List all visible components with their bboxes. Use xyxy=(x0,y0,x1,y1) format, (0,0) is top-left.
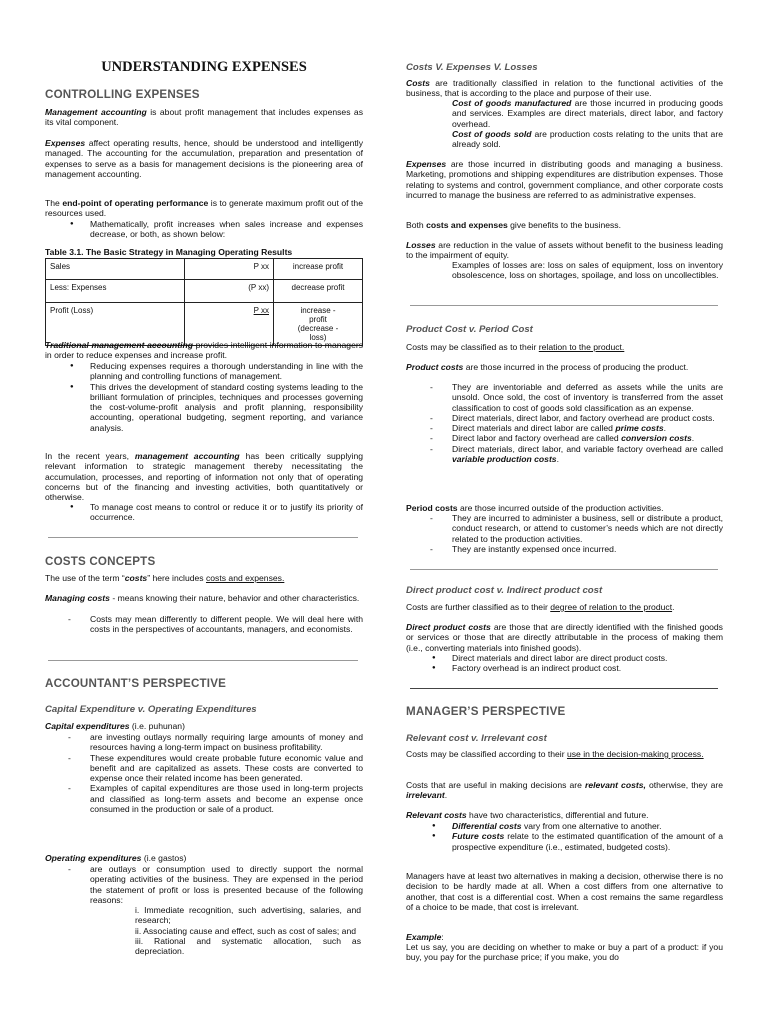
paragraph-losses: Losses are reduction in the value of assets without benefit to the business leading to the impairment of equity. xyxy=(406,240,723,261)
paragraph-expenses-distribution: Expenses are those incurred in distributing goods and managing a business. Marketing, promotions and shipping expenditures are distribution expenses. Those relating to systems and control, government compliance, and other corporate costs incurred to manage the business are referred to as administrative expenses. xyxy=(406,159,723,200)
divider xyxy=(410,305,718,306)
bullet-list-traditional xyxy=(90,361,363,433)
bullet-list-relevant xyxy=(452,821,723,852)
subheading-costs-expenses-losses: Costs V. Expenses V. Losses xyxy=(406,62,538,73)
list-item: ii. Associating cause and effect, such as cost of sales; and xyxy=(135,925,357,936)
dash-list-period-costs xyxy=(452,513,723,554)
list-item: - Direct materials and direct labor are called prime costs. xyxy=(452,423,723,433)
paragraph-cogs: Cost of goods sold are production costs relating to the units that are already sold. xyxy=(452,129,723,150)
list-item: - Costs may mean differently to different people. We will deal here with costs in the perspectives of accountants, managers, and economists. xyxy=(90,614,363,635)
document-title: UNDERSTANDING EXPENSES xyxy=(101,59,307,75)
paragraph-alternatives: Managers have at least two alternatives in making a decision, otherwise there is no decision to be hardly made at all. When a cost differs from one alternative to another, that cost is a differential cost. When a cost remains the same regardless of a choice to be made, that cost is irrelevant. xyxy=(406,871,723,912)
dash-list-operating xyxy=(90,864,363,905)
table-cell-amount: (P xx) xyxy=(185,280,274,303)
paragraph-relation-product: Costs may be classified as to their relation to the product. xyxy=(406,342,625,352)
paragraph-cogm: Cost of goods manufactured are those incurred in producing goods and services. Examples are direct materials, direct labor, and factory overhead. xyxy=(452,98,723,129)
list-item: ● Direct materials and direct labor are direct product costs. xyxy=(452,653,723,663)
table-cell-effect: decrease profit xyxy=(274,280,363,303)
divider xyxy=(410,688,718,689)
paragraph-management-accounting: Management accounting is about profit management that includes expenses as its vital component. xyxy=(45,107,364,128)
table-cell-label: Profit (Loss) xyxy=(46,303,185,346)
section-heading-costs-concepts: COSTS CONCEPTS xyxy=(45,555,156,568)
paragraph-example-label: Example: xyxy=(406,932,444,942)
table-row xyxy=(46,259,363,280)
paragraph-costs: Costs are traditionally classified in relation to the functional activities of the business, that is according to the place and purpose of their use. xyxy=(406,78,723,99)
dash-list-costs xyxy=(90,614,363,635)
paragraph-direct-product-costs: Direct product costs are those that are directly identified with the finished goods or services or those that are directly attributable in the process of making them (i.e., converting materials into finished goods). xyxy=(406,622,723,653)
paragraph-traditional: Traditional management accounting provides intelligent information to managers in order to reduce expenses and increase profit. xyxy=(45,340,364,361)
paragraph-period-costs: Period costs are those incurred outside of the production activities. xyxy=(406,503,664,513)
paragraph-operating-expenditures: Operating expenditures (i.e gastos) xyxy=(45,853,187,863)
paragraph-product-costs: Product costs are those incurred in the process of producing the product. xyxy=(406,362,689,372)
strategy-table xyxy=(45,258,363,346)
list-item: ● This drives the development of standard costing systems leading to the brilliant formulation of principles, techniques and processes governing the cost-volume-profit analysis and profit planning, responsibility accounting, operational budgeting, segment reporting, and variance analysis. xyxy=(90,382,363,433)
dash-list-product-costs xyxy=(452,382,723,464)
section-heading-managers-perspective: MANAGER’S PERSPECTIVE xyxy=(406,705,566,718)
paragraph-decision-making: Costs may be classified according to their use in the decision-making process. xyxy=(406,749,704,759)
list-item: - are outlays or consumption used to directly support the normal operating activities of the business. They are expensed in the period the statement of profit or loss is presented because of the following reasons: xyxy=(90,864,363,905)
list-item: iii. Rational and systematic allocation, such as depreciation. xyxy=(135,935,361,957)
list-item: ● Reducing expenses requires a thorough understanding in line with the planning and controlling functions of management. xyxy=(90,361,363,382)
list-item: ● To manage cost means to control or reduce it or to justify its priority of occurrence. xyxy=(90,502,363,523)
table-caption: Table 3.1. The Basic Strategy in Managing Operating Results xyxy=(45,247,293,257)
list-item: - Direct materials, direct labor, and factory overhead are product costs. xyxy=(452,413,723,423)
subheading-relevant-vs-irrelevant: Relevant cost v. Irrelevant cost xyxy=(406,733,547,744)
table-row xyxy=(46,280,363,303)
bullet-list-manage-cost xyxy=(90,502,363,523)
list-item: ● Mathematically, profit increases when sales increase and expenses decrease, or both, as shown below: xyxy=(90,219,363,240)
section-heading-accountants-perspective: ACCOUNTANT’S PERSPECTIVE xyxy=(45,677,227,690)
paragraph-term-costs: The use of the term “costs” here includes costs and expenses. xyxy=(45,573,285,583)
paragraph-capital-expenditures: Capital expenditures (i.e. puhunan) xyxy=(45,721,185,731)
list-item: - These expenditures would create probable future economic value and benefit and are capitalized as assets. These costs are converted to expense once their related income has been generated. xyxy=(90,753,363,784)
paragraph-end-point: The end-point of operating performance is to generate maximum profit out of the resources used. xyxy=(45,198,363,219)
section-heading-controlling-expenses: CONTROLLING EXPENSES xyxy=(45,88,200,101)
table-cell-effect: increase - profit (decrease - loss) xyxy=(274,303,363,346)
operating-reasons-list xyxy=(135,905,361,956)
table-cell-amount: P xx xyxy=(253,306,269,315)
paragraph-losses-examples: Examples of losses are: loss on sales of equipment, loss on inventory obsolescence, loss on shortages, spoilage, and loss on uncollectibles. xyxy=(452,260,723,281)
paragraph-recent-years: In the recent years, management accounting has been critically supplying relevant information to strategic management thereby necessitating the accumulation, processes, and reporting of information not only that of operating concerns but of the financing and investing activities, both quantitatively or otherwise. xyxy=(45,451,364,503)
table-cell-effect: increase profit xyxy=(274,259,363,280)
list-item: i. Immediate recognition, such advertising, salaries, and research; xyxy=(135,905,361,926)
dash-list-capital xyxy=(90,732,363,814)
list-item: - They are instantly expensed once incurred. xyxy=(452,544,723,554)
subheading-product-vs-period: Product Cost v. Period Cost xyxy=(406,324,533,335)
bullet-list-profit xyxy=(90,219,363,240)
table-cell-label: Sales xyxy=(46,259,185,280)
table-cell-amount: P xx xyxy=(185,259,274,280)
subheading-capital-vs-operating: Capital Expenditure v. Operating Expenditures xyxy=(45,704,257,715)
list-item: - They are incurred to administer a business, sell or distribute a product, conduct research, or attend to customer’s needs which are not directly related to the production activities. xyxy=(452,513,723,544)
list-item: ● Factory overhead is an indirect product cost. xyxy=(452,663,723,673)
paragraph-managing-costs: Managing costs - means knowing their nature, behavior and other characteristics. xyxy=(45,593,360,603)
bullet-list-direct xyxy=(452,653,723,674)
paragraph-relevant-characteristics: Relevant costs have two characteristics, differential and future. xyxy=(406,810,649,820)
divider xyxy=(48,537,358,538)
list-item: - They are inventoriable and deferred as assets while the units are unsold. Once sold, the cost of inventory is transferred from the asset classification to cost of goods sold classification as an expense. xyxy=(452,382,723,413)
list-item: ● Differential costs vary from one alternative to another. xyxy=(452,821,723,831)
paragraph-example: Let us say, you are deciding on whether to make or buy a part of a product: if you buy, you pay for the purchase price; if you make, you do xyxy=(406,942,723,963)
paragraph-relevant-costs: Costs that are useful in making decisions are relevant costs, otherwise, they are irrelevant. xyxy=(406,780,723,801)
divider xyxy=(48,660,358,661)
divider xyxy=(410,569,718,570)
table-cell-label: Less: Expenses xyxy=(46,280,185,303)
list-item: - Direct materials, direct labor, and variable factory overhead are called variable production costs. xyxy=(452,444,723,465)
list-item: ● Future costs relate to the estimated quantification of the amount of a prospective expenditure (i.e., estimated, budgeted costs). xyxy=(452,831,723,852)
paragraph-both-costs: Both costs and expenses give benefits to the business. xyxy=(406,220,621,230)
subheading-direct-vs-indirect: Direct product cost v. Indirect product cost xyxy=(406,585,603,596)
list-item: - are investing outlays normally requiring large amounts of money and resources having a long-term impact on business profitability. xyxy=(90,732,363,753)
list-item: - Direct labor and factory overhead are called conversion costs. xyxy=(452,433,723,443)
paragraph-degree-relation: Costs are further classified as to their degree of relation to the product. xyxy=(406,602,675,612)
list-item: - Examples of capital expenditures are those used in long-term projects and classified as long-term assets and become an expense once consumed in the production or sale of a product. xyxy=(90,783,363,814)
paragraph-expenses: Expenses affect operating results, hence, should be understood and intelligently managed. The accounting for the accumulation, preparation and presentation of expenses to serve as a basis for management decisions is the pioneering area of management accounting. xyxy=(45,138,363,179)
